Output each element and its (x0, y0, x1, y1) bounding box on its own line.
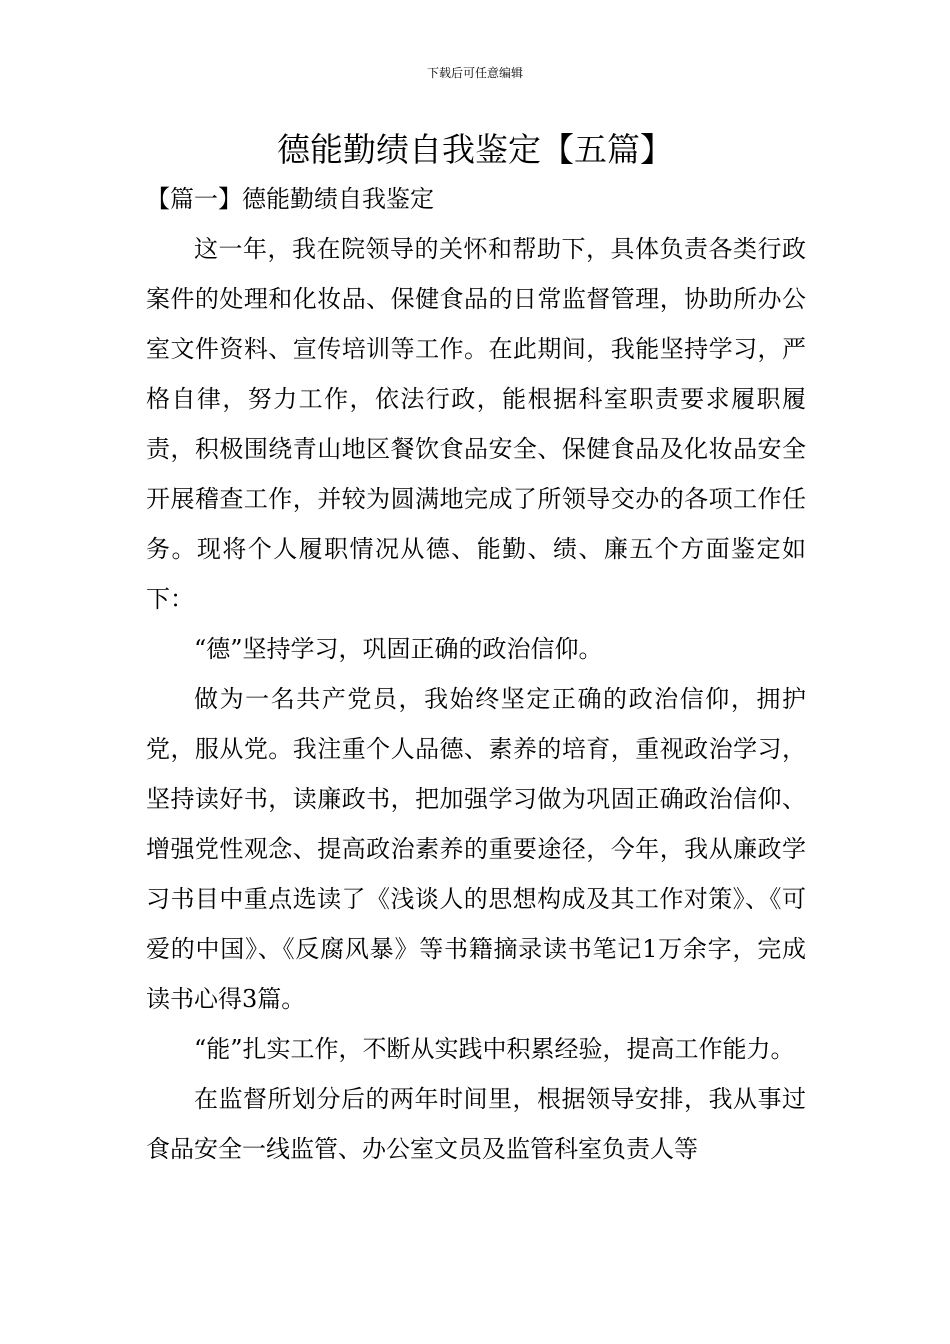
paragraph-ability-heading: “能”扎实工作，不断从实践中积累经验，提高工作能力。 (194, 1035, 795, 1063)
section-heading: 【篇一】德能勤绩自我鉴定 (146, 185, 434, 213)
document-body (146, 224, 806, 1174)
paragraph-virtue-body: 做为一名共产党员，我始终坚定正确的政治信仰，拥护党，服从党。我注重个人品德、素养的培育，重视政治学习，坚持读好书，读廉政书，把加强学习做为巩固正确政治信仰、增强党性观念、提高政治素养的重要途径，今年，我从廉政学习书目中重点选读了《浅谈人的思想构成及其工作对策》、《可爱的中国》、《反腐风暴》等书籍摘录读书笔记1万余字，完成读书心得3篇。 (146, 685, 806, 1013)
paragraph-intro: 这一年，我在院领导的关怀和帮助下，具体负责各类行政案件的处理和化妆品、保健食品的日常监督管理，协助所办公室文件资料、宣传培训等工作。在此期间，我能坚持学习，严格自律，努力工作，依法行政，能根据科室职责要求履职履责，积极围绕青山地区餐饮食品安全、保健食品及化妆品安全开展稽查工作，并较为圆满地完成了所领导交办的各项工作任务。现将个人履职情况从德、能勤、绩、廉五个方面鉴定如下： (146, 235, 806, 613)
document-title: 德能勤绩自我鉴定【五篇】 (277, 130, 673, 169)
paragraph-virtue-heading: “德”坚持学习，巩固正确的政治信仰。 (194, 635, 603, 663)
paragraph-ability-body: 在监督所划分后的两年时间里，根据领导安排，我从事过食品安全一线监管、办公室文员及监管科室负责人等 (146, 1085, 806, 1163)
page-header-note: 下载后可任意编辑 (426, 66, 523, 80)
